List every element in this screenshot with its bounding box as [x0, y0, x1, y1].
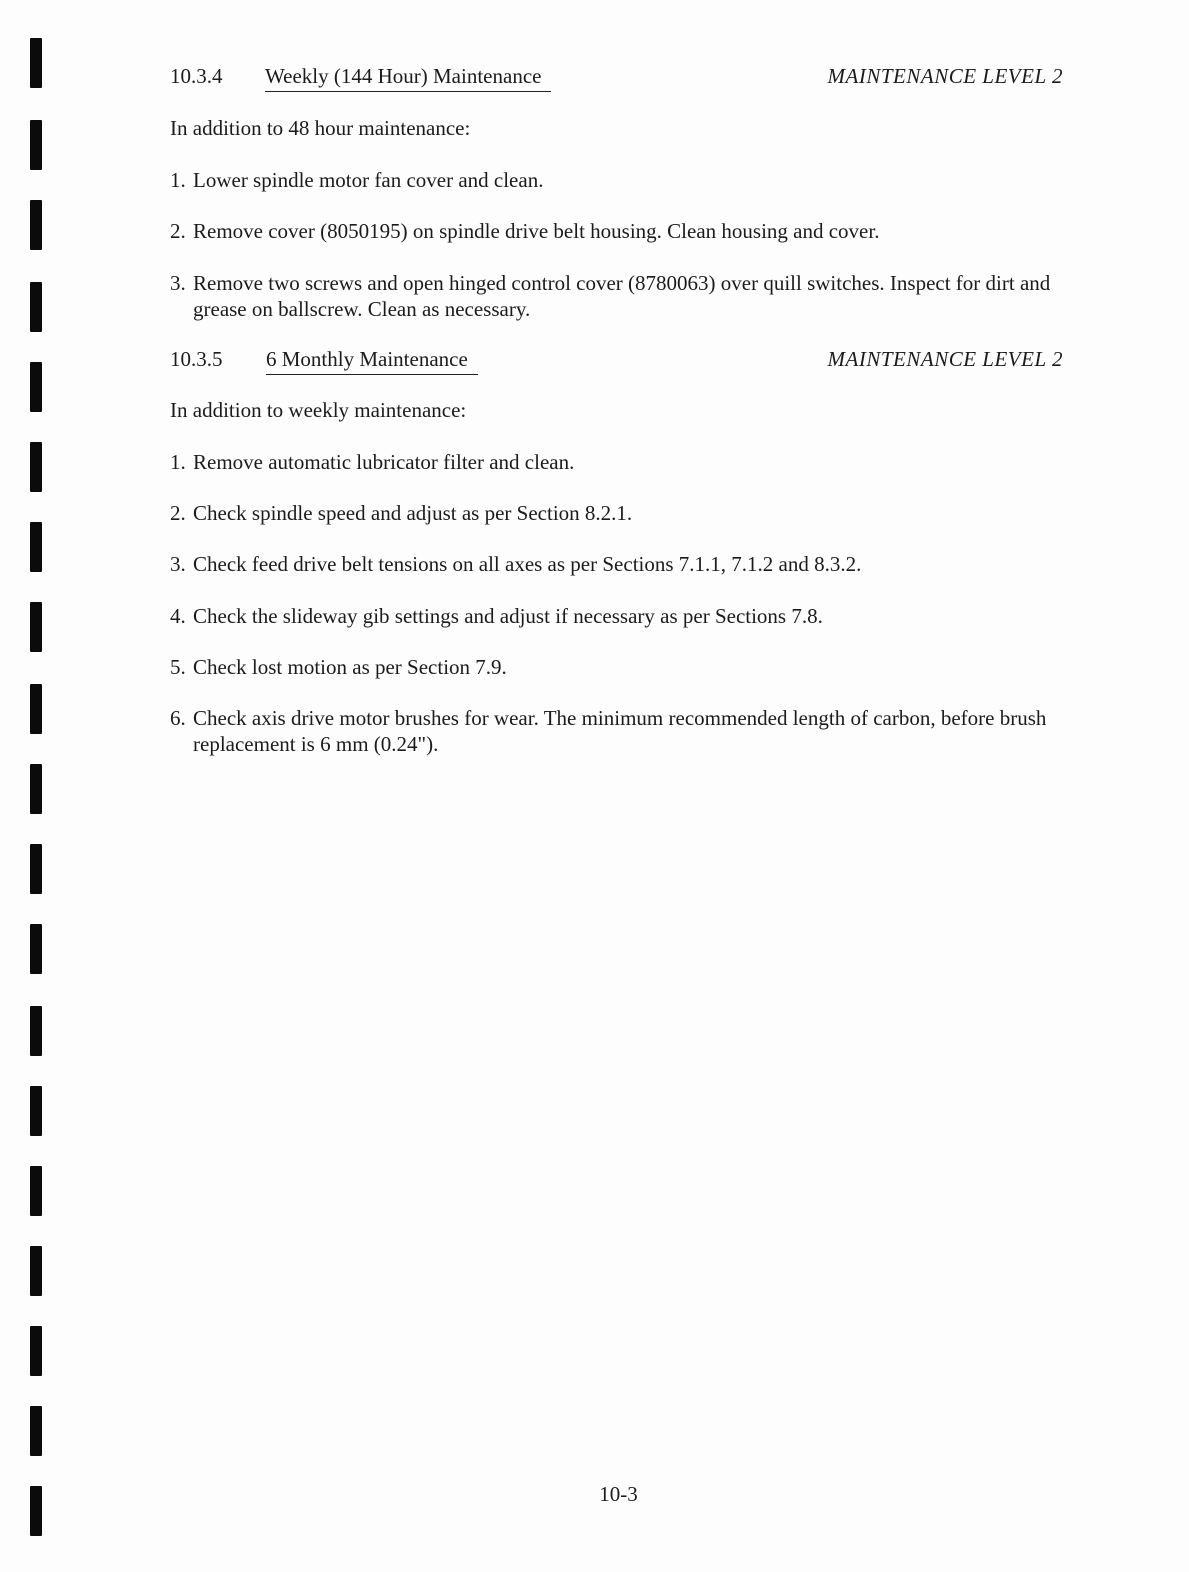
- item-number: 6.: [170, 706, 186, 730]
- item-number: 3.: [170, 271, 186, 295]
- list-item: [170, 167, 1070, 193]
- item-number: 4.: [170, 604, 186, 628]
- item-text: Remove automatic lubricator filter and clean.: [193, 450, 575, 474]
- item-number: 2.: [170, 501, 186, 525]
- item-number: 1.: [170, 168, 186, 192]
- maintenance-level: MAINTENANCE LEVEL 2: [827, 347, 1063, 371]
- item-text: Lower spindle motor fan cover and clean.: [193, 168, 544, 192]
- section-intro: In addition to 48 hour maintenance:: [170, 116, 471, 140]
- item-text: Check spindle speed and adjust as per Section 8.2.1.: [193, 501, 633, 525]
- list-item: [170, 705, 1070, 757]
- section-intro: In addition to weekly maintenance:: [170, 398, 467, 422]
- section-heading: [170, 64, 1063, 94]
- maintenance-level: MAINTENANCE LEVEL 2: [827, 64, 1063, 88]
- item-text: Remove two screws and open hinged control cover (8780063) over quill switches. Inspect for dirt and grease on ballscrew. Clean as necessary.: [193, 271, 1051, 321]
- list-item: [170, 551, 1070, 577]
- section-number: 10.3.4: [170, 64, 223, 88]
- list-item: [170, 500, 1070, 526]
- item-number: 5.: [170, 655, 186, 679]
- section-heading: [170, 347, 1063, 377]
- item-text: Check the slideway gib settings and adjust if necessary as per Sections 7.8.: [193, 604, 823, 628]
- item-text: Check feed drive belt tensions on all axes as per Sections 7.1.1, 7.1.2 and 8.3.2.: [193, 552, 862, 576]
- list-item: [170, 270, 1070, 322]
- item-text: Check axis drive motor brushes for wear. The minimum recommended length of carbon, before brush replacement is 6 mm (0.24").: [193, 706, 1047, 756]
- section-title: Weekly (144 Hour) Maintenance: [265, 64, 551, 92]
- item-number: 1.: [170, 450, 186, 474]
- section-title: 6 Monthly Maintenance: [266, 347, 478, 375]
- section-number: 10.3.5: [170, 347, 223, 371]
- item-number: 3.: [170, 552, 186, 576]
- list-item: [170, 449, 1070, 475]
- list-item: [170, 654, 1070, 680]
- item-text: Check lost motion as per Section 7.9.: [193, 655, 507, 679]
- list-item: [170, 603, 1070, 629]
- list-item: [170, 218, 1070, 244]
- item-number: 2.: [170, 219, 186, 243]
- page-number: 10-3: [599, 1482, 638, 1506]
- item-text: Remove cover (8050195) on spindle drive belt housing. Clean housing and cover.: [193, 219, 880, 243]
